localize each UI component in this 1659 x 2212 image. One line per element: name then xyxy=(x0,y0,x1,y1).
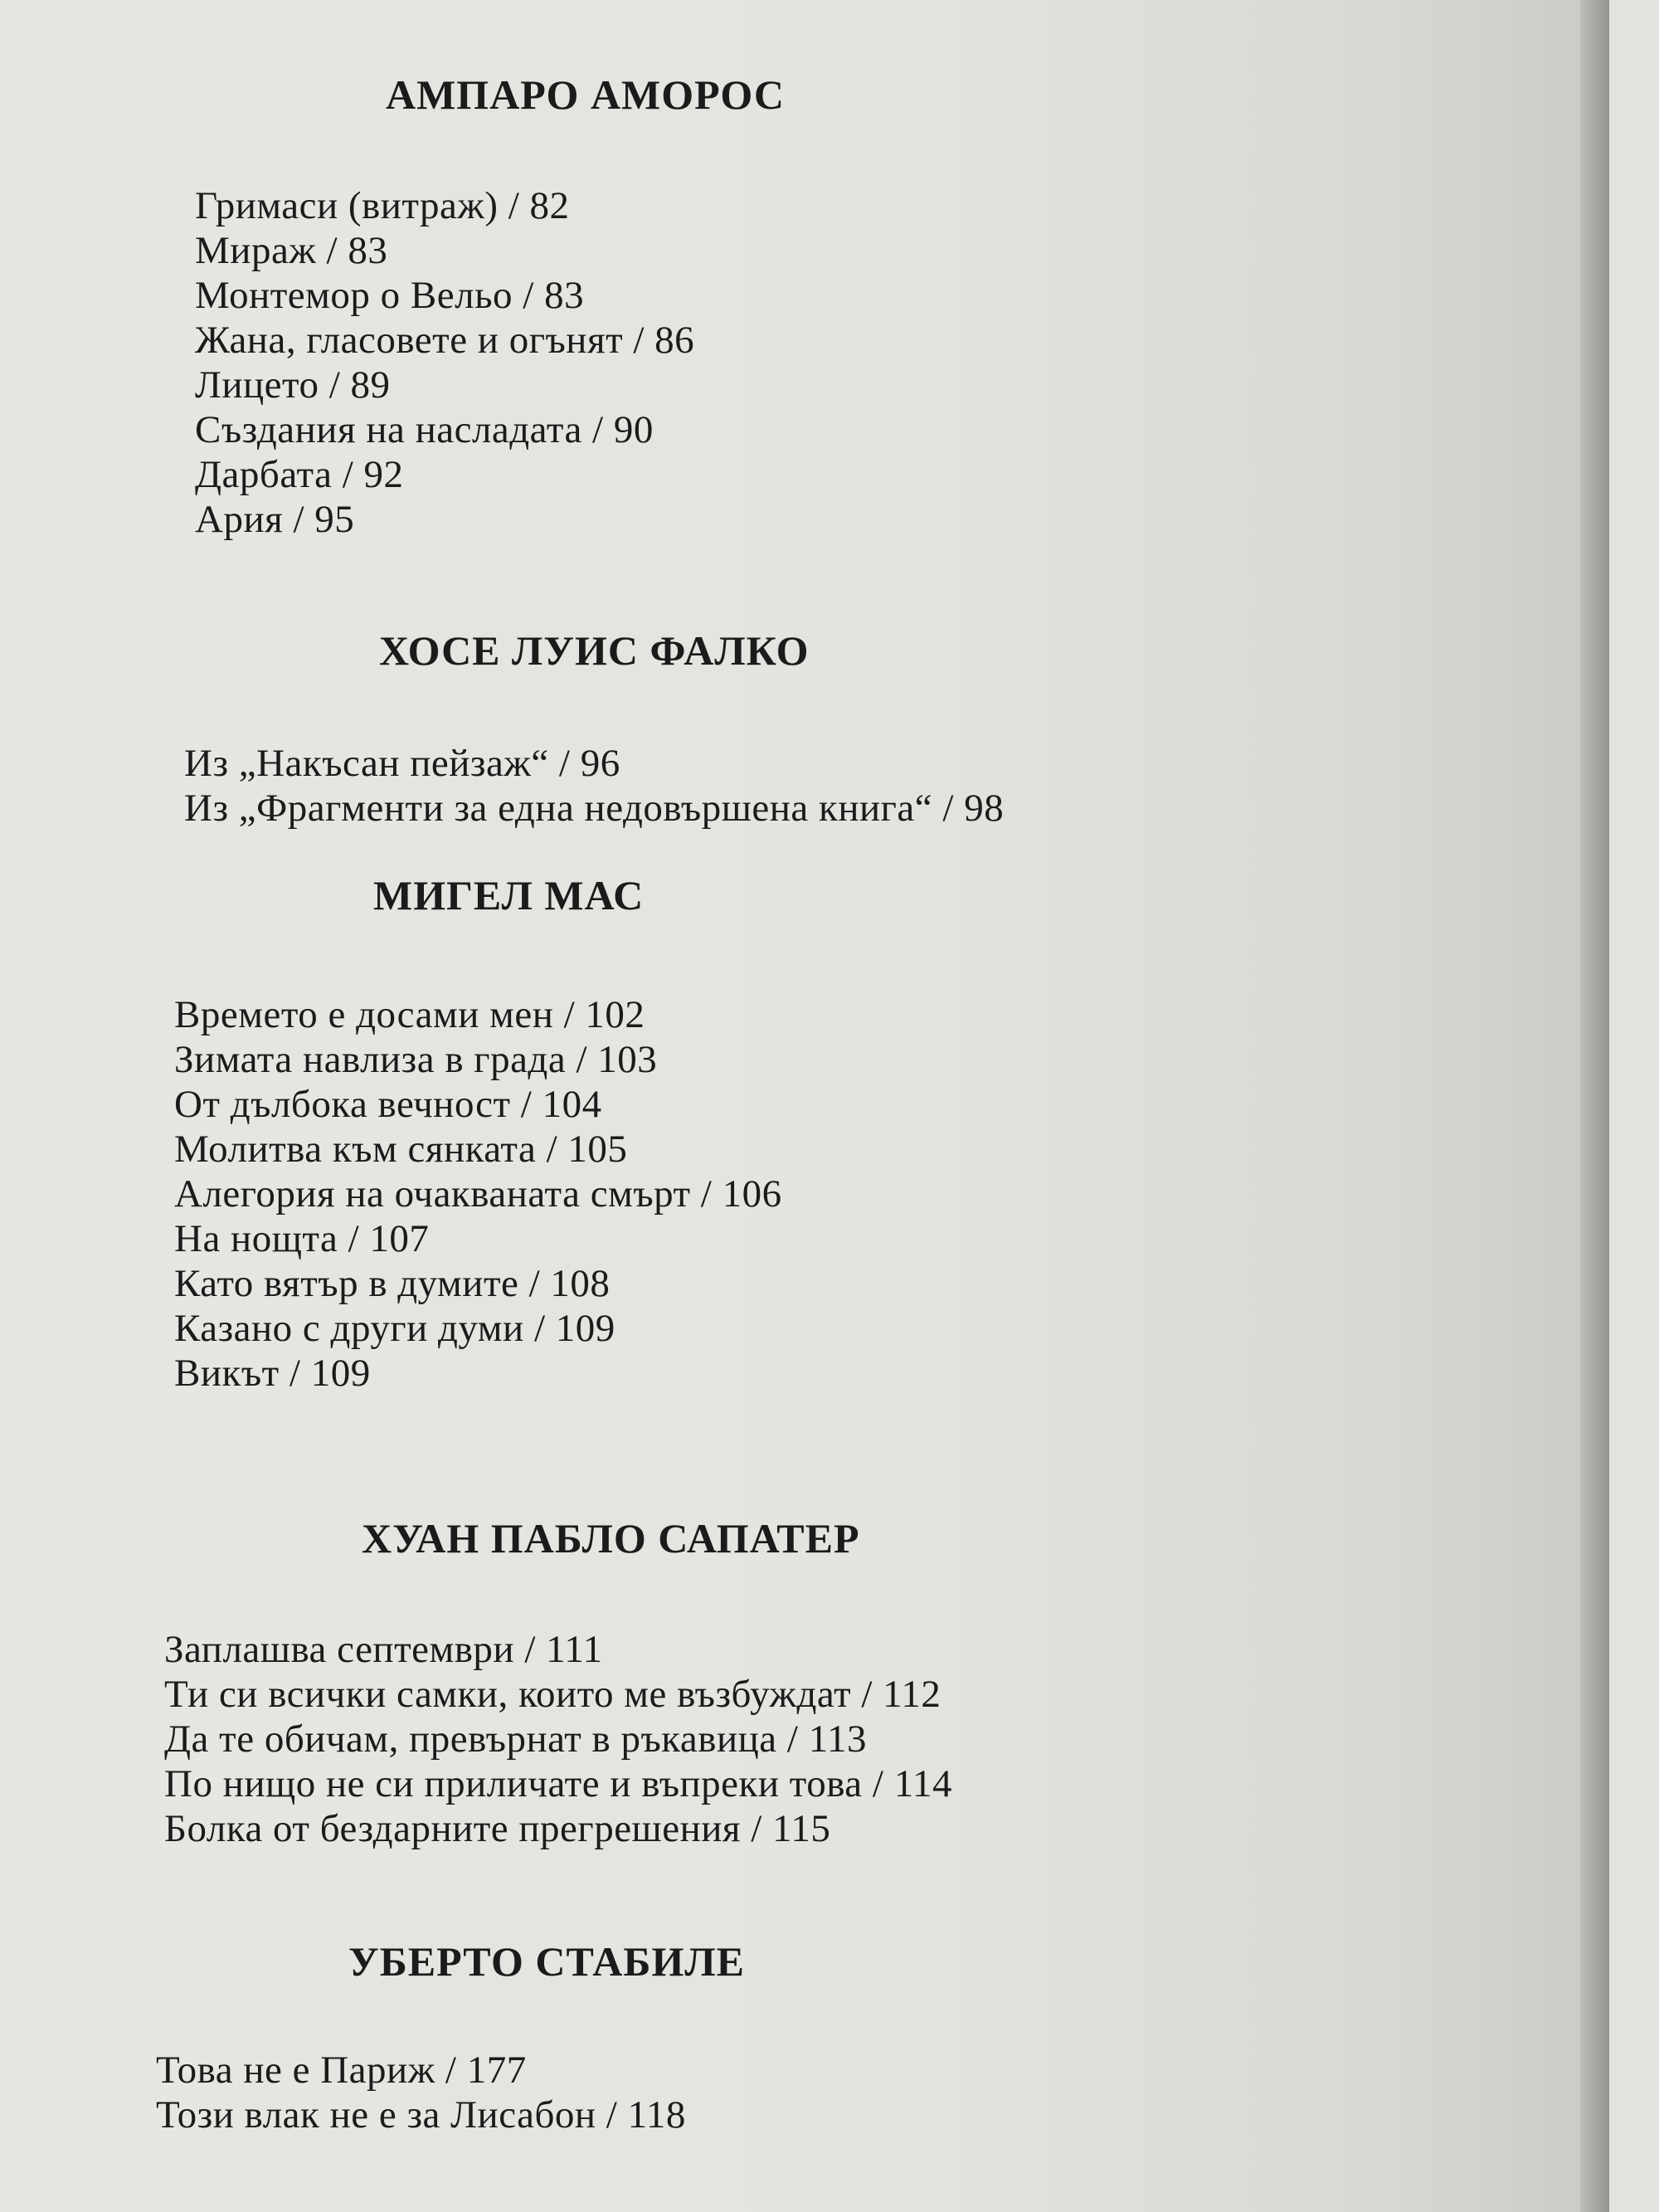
toc-entry: Ти си всички самки, които ме възбуждат / 112 xyxy=(164,1673,941,1716)
toc-entry: Заплашва септември / 111 xyxy=(164,1628,603,1671)
toc-entry: Като вятър в думите / 108 xyxy=(174,1262,611,1305)
toc-entry: Да те обичам, превърнат в ръкавица / 113 xyxy=(164,1717,867,1761)
toc-section-amparo-amoros xyxy=(195,71,785,542)
toc-entry: Лицето / 89 xyxy=(195,363,391,407)
author-heading: ХУАН ПАБЛО САПАТЕР xyxy=(362,1515,860,1562)
author-heading: УБЕРТО СТАБИЛЕ xyxy=(348,1938,745,1985)
entry-list xyxy=(156,2048,745,2137)
toc-entry: Из „Накъсан пейзаж“ / 96 xyxy=(184,742,620,785)
toc-entry: Зимата навлиза в града / 103 xyxy=(174,1038,658,1081)
toc-entry: Жана, гласовете и огънят / 86 xyxy=(195,319,695,362)
toc-entry: Създания на насладата / 90 xyxy=(195,408,654,451)
entry-list xyxy=(184,741,1004,831)
toc-entry: Дарбата / 92 xyxy=(195,453,404,496)
toc-section-uberto-stabile xyxy=(156,1937,745,2137)
toc-entry: По нищо не си приличате и въпреки това / 114 xyxy=(164,1762,952,1805)
author-heading: АМПАРО АМОРОС xyxy=(386,71,785,118)
toc-entry: Алегория на очакваната смърт / 106 xyxy=(174,1172,782,1216)
toc-entry: Монтемор о Вельо / 83 xyxy=(195,274,585,317)
adjacent-page-edge xyxy=(1609,0,1659,2212)
toc-entry: Молитва към сянката / 105 xyxy=(174,1128,628,1171)
entry-list xyxy=(174,992,782,1396)
toc-section-juan-pablo-zapater xyxy=(164,1514,952,1851)
toc-entry: Из „Фрагменти за една недовършена книга“ / 98 xyxy=(184,787,1005,830)
toc-entry: Казано с други думи / 109 xyxy=(174,1307,615,1350)
toc-entry: От дълбока вечност / 104 xyxy=(174,1083,602,1126)
toc-entry: Това не е Париж / 177 xyxy=(156,2049,527,2092)
author-heading: МИГЕЛ МАС xyxy=(373,872,645,918)
toc-entry: Гримаси (витраж) / 82 xyxy=(195,184,570,227)
toc-entry: На нощта / 107 xyxy=(174,1217,430,1260)
toc-entry: Времето е досами мен / 102 xyxy=(174,993,645,1036)
toc-section-miguel-mas xyxy=(174,871,782,1396)
author-heading: ХОСЕ ЛУИС ФАЛКО xyxy=(379,627,810,674)
entry-list xyxy=(195,183,785,542)
toc-entry: Викът / 109 xyxy=(174,1352,371,1395)
toc-entry: Този влак не е за Лисабон / 118 xyxy=(156,2093,686,2136)
entry-list xyxy=(164,1627,952,1851)
toc-entry: Мираж / 83 xyxy=(195,229,388,272)
toc-section-jose-luis-falco xyxy=(184,626,1004,831)
toc-entry: Ария / 95 xyxy=(195,498,355,541)
toc-entry: Болка от бездарните прегрешения / 115 xyxy=(164,1807,831,1850)
